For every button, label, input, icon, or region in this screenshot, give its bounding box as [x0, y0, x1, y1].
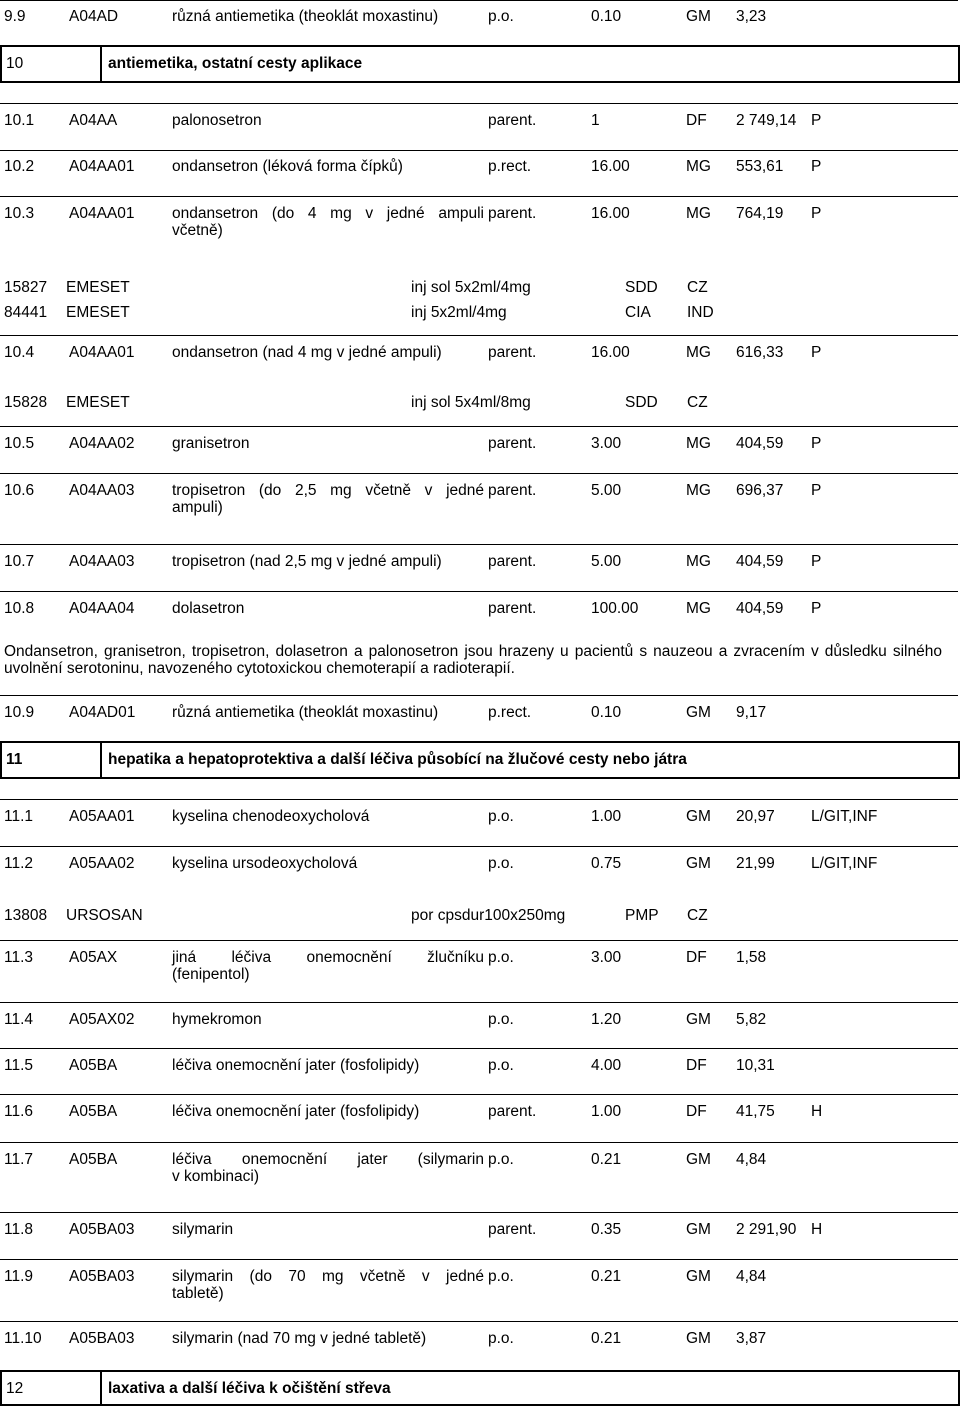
restriction-flag: P [811, 344, 822, 361]
ddd-unit: DF [686, 112, 707, 129]
ddd-unit: GM [686, 808, 711, 825]
product-country: CZ [687, 394, 708, 411]
item-name [172, 1268, 484, 1302]
ddd-value: 0.21 [591, 1151, 622, 1168]
ddd-value: 4.00 [591, 1057, 622, 1074]
restriction-flag: H [811, 1103, 823, 1120]
atc-code: A05BA [69, 1151, 118, 1168]
price: 3,23 [736, 8, 767, 25]
item-name: kyselina ursodeoxycholová [172, 855, 358, 872]
row-divider [0, 695, 958, 696]
ddd-unit: GM [686, 1268, 711, 1285]
item-name-line2: včetně) [172, 222, 223, 239]
row-divider [0, 1212, 958, 1213]
ddd-unit: GM [686, 8, 711, 25]
ddd-value: 1 [591, 112, 600, 129]
section-header [0, 741, 960, 779]
atc-code: A04AA03 [69, 553, 135, 570]
restriction-flag: H [811, 1221, 823, 1238]
product-country: CZ [687, 907, 708, 924]
item-number: 11.2 [4, 855, 34, 872]
item-name [172, 949, 484, 983]
ddd-value: 3.00 [591, 435, 622, 452]
price: 2 749,14 [736, 112, 797, 129]
product-country: CZ [687, 279, 708, 296]
ddd-value: 16.00 [591, 205, 630, 222]
product-name: URSOSAN [66, 907, 143, 924]
route: p.o. [488, 808, 514, 825]
price: 10,31 [736, 1057, 775, 1074]
atc-code: A05AX [69, 949, 118, 966]
row-divider [0, 1094, 958, 1095]
section-title: antiemetika, ostatní cesty aplikace [108, 55, 363, 72]
route: p.o. [488, 855, 514, 872]
product-holder: PMP [625, 907, 659, 924]
ddd-unit: DF [686, 1057, 707, 1074]
route: parent. [488, 482, 537, 499]
item-number: 10.5 [4, 435, 35, 452]
route: p.o. [488, 949, 514, 966]
section-number: 11 [6, 751, 23, 768]
item-name [172, 205, 484, 239]
item-name-line1: tropisetron (do 2,5 mg včetně v jedné [172, 482, 484, 499]
row-divider [0, 1321, 958, 1322]
ddd-value: 16.00 [591, 344, 630, 361]
restriction-flag: P [811, 553, 822, 570]
atc-code: A04AA01 [69, 158, 135, 175]
row-divider [0, 473, 958, 474]
item-name-line2: tabletě) [172, 1285, 224, 1302]
product-code: 13808 [4, 907, 48, 924]
price: 4,84 [736, 1268, 767, 1285]
ddd-unit: MG [686, 600, 711, 617]
restriction-flag: L/GIT,INF [811, 808, 878, 825]
product-code: 15827 [4, 279, 48, 296]
price: 404,59 [736, 435, 784, 452]
product-holder: CIA [625, 304, 651, 321]
row-divider [0, 544, 958, 545]
ddd-unit: GM [686, 1151, 711, 1168]
atc-code: A05BA03 [69, 1221, 135, 1238]
item-number: 10.2 [4, 158, 35, 175]
price: 41,75 [736, 1103, 775, 1120]
row-divider [0, 799, 958, 800]
item-number: 10.4 [4, 344, 35, 361]
item-name: tropisetron (nad 2,5 mg v jedné ampuli) [172, 553, 442, 570]
ddd-value: 1.00 [591, 1103, 622, 1120]
price: 696,37 [736, 482, 784, 499]
restriction-flag: P [811, 112, 822, 129]
price: 616,33 [736, 344, 784, 361]
price: 2 291,90 [736, 1221, 797, 1238]
atc-code: A05AA02 [69, 855, 135, 872]
ddd-value: 16.00 [591, 158, 630, 175]
atc-code: A05BA [69, 1057, 118, 1074]
ddd-unit: MG [686, 435, 711, 452]
ddd-value: 0.10 [591, 8, 622, 25]
item-number: 11.8 [4, 1221, 34, 1238]
atc-code: A04AD [69, 8, 119, 25]
price: 404,59 [736, 553, 784, 570]
item-name: dolasetron [172, 600, 245, 617]
product-form: inj sol 5x4ml/8mg [411, 394, 531, 411]
ddd-unit: DF [686, 949, 707, 966]
section-title: hepatika a hepatoprotektiva a další léčiva působící na žlučové cesty nebo játra [108, 751, 687, 768]
restriction-flag: P [811, 482, 822, 499]
item-name-line1: léčiva onemocnění jater (silymarin [172, 1151, 484, 1168]
item-number: 11.9 [4, 1268, 34, 1285]
row-divider [0, 1002, 958, 1003]
item-number: 11.7 [4, 1151, 34, 1168]
item-name: granisetron [172, 435, 250, 452]
restriction-flag: P [811, 205, 822, 222]
ddd-unit: GM [686, 1221, 711, 1238]
item-name: kyselina chenodeoxycholová [172, 808, 370, 825]
item-number: 11.1 [4, 808, 34, 825]
item-number: 11.5 [4, 1057, 34, 1074]
route: parent. [488, 205, 537, 222]
atc-code: A04AA04 [69, 600, 135, 617]
price: 20,97 [736, 808, 775, 825]
product-holder: SDD [625, 394, 658, 411]
row-divider [0, 103, 958, 104]
restriction-flag: L/GIT,INF [811, 855, 878, 872]
route: p.o. [488, 1268, 514, 1285]
item-name: léčiva onemocnění jater (fosfolipidy) [172, 1057, 420, 1074]
item-name [172, 482, 484, 516]
ddd-value: 5.00 [591, 482, 622, 499]
ddd-unit: DF [686, 1103, 707, 1120]
atc-code: A05AA01 [69, 808, 135, 825]
item-name-line1: jiná léčiva onemocnění žlučníku [172, 949, 484, 966]
ddd-unit: MG [686, 482, 711, 499]
restriction-flag: P [811, 435, 822, 452]
restriction-flag: P [811, 600, 822, 617]
ddd-value: 0.35 [591, 1221, 622, 1238]
route: parent. [488, 553, 537, 570]
product-name: EMESET [66, 279, 130, 296]
item-name: různá antiemetika (theoklát moxastinu) [172, 704, 439, 721]
row-divider [0, 150, 958, 151]
route: p.o. [488, 1151, 514, 1168]
row-divider [0, 1048, 958, 1049]
item-number: 11.3 [4, 949, 34, 966]
section-number: 10 [6, 55, 24, 72]
item-name-line2: ampuli) [172, 499, 223, 516]
atc-code: A04AA03 [69, 482, 135, 499]
ddd-unit: MG [686, 553, 711, 570]
atc-code: A05BA03 [69, 1330, 135, 1347]
route: p.o. [488, 8, 514, 25]
item-number: 10.3 [4, 205, 35, 222]
route: parent. [488, 600, 537, 617]
item-number: 10.9 [4, 704, 35, 721]
ddd-unit: GM [686, 1330, 711, 1347]
row-divider [0, 196, 958, 197]
item-name [172, 1151, 484, 1185]
product-country: IND [687, 304, 714, 321]
product-name: EMESET [66, 304, 130, 321]
product-form: por cpsdur100x250mg [411, 907, 566, 924]
atc-code: A05AX02 [69, 1011, 135, 1028]
row-divider [0, 335, 958, 336]
route: p.o. [488, 1057, 514, 1074]
ddd-unit: GM [686, 855, 711, 872]
ddd-value: 3.00 [591, 949, 622, 966]
item-name-line2: v kombinaci) [172, 1168, 259, 1185]
row-divider [0, 1142, 958, 1143]
section-title: laxativa a další léčiva k očištění střeva [108, 1380, 391, 1397]
product-form: inj sol 5x2ml/4mg [411, 279, 531, 296]
item-number: 10.8 [4, 600, 35, 617]
price: 4,84 [736, 1151, 767, 1168]
ddd-value: 5.00 [591, 553, 622, 570]
item-name-line1: ondansetron (do 4 mg v jedné ampuli [172, 205, 484, 222]
ddd-unit: GM [686, 1011, 711, 1028]
section-divider [100, 47, 102, 81]
route: p.o. [488, 1330, 514, 1347]
ddd-value: 1.00 [591, 808, 622, 825]
price: 764,19 [736, 205, 784, 222]
price: 5,82 [736, 1011, 767, 1028]
price: 3,87 [736, 1330, 767, 1347]
ddd-value: 0.21 [591, 1268, 622, 1285]
note-paragraph: Ondansetron, granisetron, tropisetron, dolasetron a palonosetron jsou hrazeny u pacientů s nauzeou a zvracením v důsledku silného uvolnění serotoninu, navozeného cytotoxickou chemoterapií a radioterapií. [4, 643, 942, 677]
ddd-unit: GM [686, 704, 711, 721]
item-name-line1: silymarin (do 70 mg včetně v jedné [172, 1268, 484, 1285]
atc-code: A04AA01 [69, 344, 135, 361]
row-divider [0, 426, 958, 427]
item-name: palonosetron [172, 112, 262, 129]
row-divider [0, 940, 958, 941]
section-divider [100, 743, 102, 777]
section-number: 12 [6, 1380, 24, 1397]
product-code: 15828 [4, 394, 48, 411]
ddd-value: 0.75 [591, 855, 622, 872]
route: parent. [488, 112, 537, 129]
route: p.rect. [488, 704, 532, 721]
item-number: 9.9 [4, 8, 26, 25]
ddd-value: 1.20 [591, 1011, 622, 1028]
product-code: 84441 [4, 304, 48, 321]
price: 21,99 [736, 855, 775, 872]
atc-code: A05BA03 [69, 1268, 135, 1285]
product-name: EMESET [66, 394, 130, 411]
item-number: 11.4 [4, 1011, 34, 1028]
item-number: 11.6 [4, 1103, 34, 1120]
atc-code: A04AA02 [69, 435, 135, 452]
route: p.o. [488, 1011, 514, 1028]
ddd-value: 0.21 [591, 1330, 622, 1347]
product-holder: SDD [625, 279, 658, 296]
route: parent. [488, 344, 537, 361]
atc-code: A04AA01 [69, 205, 135, 222]
ddd-value: 0.10 [591, 704, 622, 721]
restriction-flag: P [811, 158, 822, 175]
ddd-unit: MG [686, 158, 711, 175]
atc-code: A04AA [69, 112, 118, 129]
row-divider [0, 0, 958, 1]
ddd-unit: MG [686, 205, 711, 222]
price: 404,59 [736, 600, 784, 617]
route: parent. [488, 1103, 537, 1120]
ddd-unit: MG [686, 344, 711, 361]
atc-code: A04AD01 [69, 704, 136, 721]
section-divider [100, 1372, 102, 1404]
item-name: různá antiemetika (theoklát moxastinu) [172, 8, 439, 25]
item-name: léčiva onemocnění jater (fosfolipidy) [172, 1103, 420, 1120]
section-header [0, 45, 960, 83]
item-number: 10.6 [4, 482, 35, 499]
ddd-value: 100.00 [591, 600, 639, 617]
route: p.rect. [488, 158, 532, 175]
row-divider [0, 846, 958, 847]
item-name: silymarin [172, 1221, 234, 1238]
item-name: ondansetron (léková forma čípků) [172, 158, 403, 175]
item-name: hymekromon [172, 1011, 262, 1028]
section-header [0, 1370, 960, 1406]
item-number: 10.7 [4, 553, 35, 570]
item-name: silymarin (nad 70 mg v jedné tabletě) [172, 1330, 427, 1347]
item-name: ondansetron (nad 4 mg v jedné ampuli) [172, 344, 442, 361]
route: parent. [488, 435, 537, 452]
row-divider [0, 591, 958, 592]
item-number: 11.10 [4, 1330, 42, 1347]
row-divider [0, 1259, 958, 1260]
price: 1,58 [736, 949, 767, 966]
item-number: 10.1 [4, 112, 35, 129]
price: 553,61 [736, 158, 784, 175]
price: 9,17 [736, 704, 767, 721]
item-name-line2: (fenipentol) [172, 966, 250, 983]
atc-code: A05BA [69, 1103, 118, 1120]
product-form: inj 5x2ml/4mg [411, 304, 507, 321]
route: parent. [488, 1221, 537, 1238]
